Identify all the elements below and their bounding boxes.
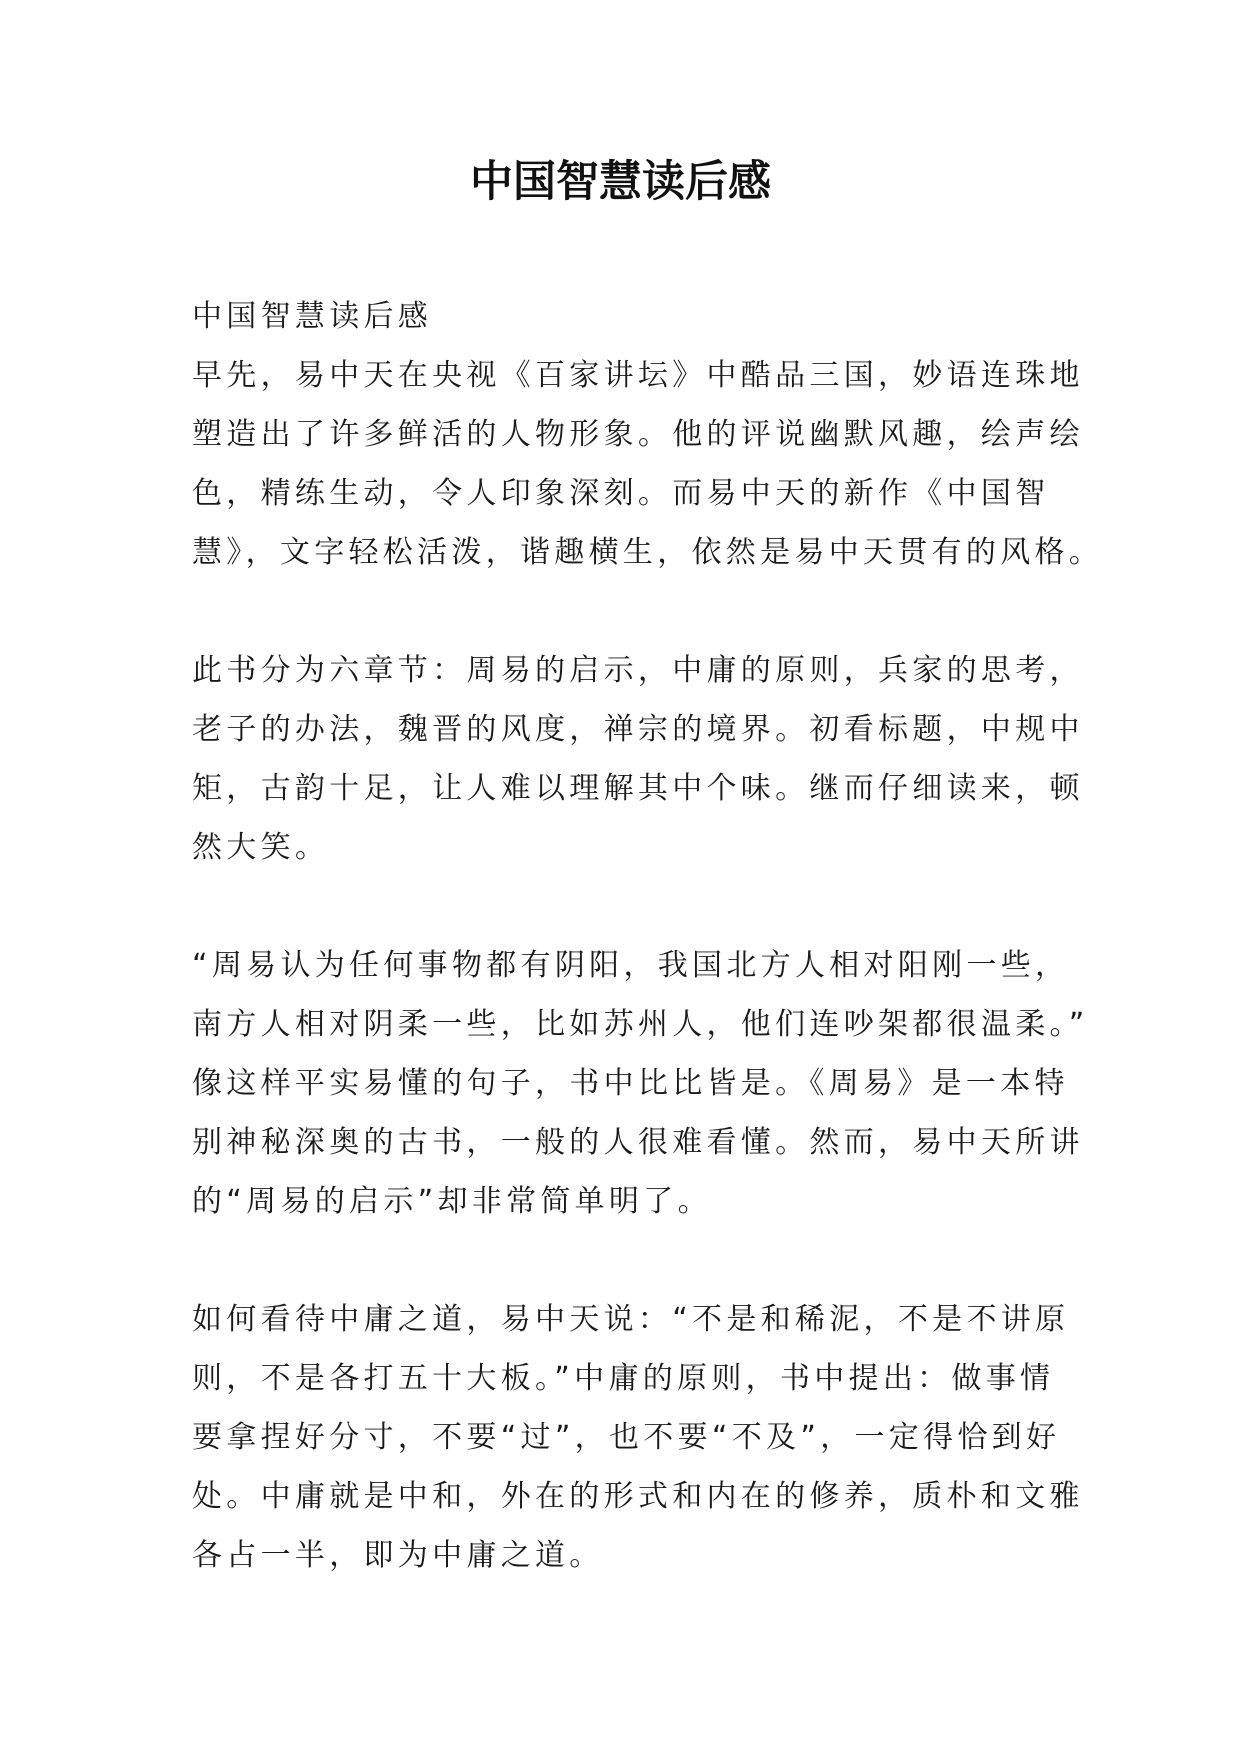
paragraph-3 [192,936,1089,1231]
paragraph-line: 然大笑。 [192,830,330,865]
paragraph-line: 早先，易中天在央视《百家讲坛》中酷品三国，妙语连珠地 [192,358,1084,393]
paragraph-line: “周易认为任何事物都有阴阳，我国北方人相对阳刚一些， [192,948,1070,983]
paragraph-line: 慧》，文字轻松活泼，谐趣横生，依然是易中天贯有的风格。 [192,535,1104,570]
paragraph-spacer [192,877,1062,936]
paragraph-line: 各占一半，即为中庸之道。 [192,1538,604,1573]
body-subtitle: 中国智慧读后感 [192,299,433,334]
paragraph-line: 则，不是各打五十大板。”中庸的原则，书中提出：做事情 [192,1361,1055,1396]
paragraph-line: 别神秘深奥的古书，一般的人很难看懂。然而，易中天所讲 [192,1125,1084,1160]
document-body [192,287,1104,1585]
paragraph-line: 像这样平实易懂的句子，书中比比皆是。《周易》是一本特 [192,1066,1069,1101]
paragraph-line: 塑造出了许多鲜活的人物形象。他的评说幽默风趣，绘声绘 [192,417,1084,452]
paragraph-1 [192,346,1104,582]
paragraph-2 [192,641,1084,877]
paragraph-line: 的“周易的启示”却非常简单明了。 [192,1184,712,1219]
paragraph-spacer [192,582,1062,641]
paragraph-line: 老子的办法，魏晋的风度，禅宗的境界。初看标题，中规中 [192,712,1084,747]
paragraph-spacer [192,1231,1062,1290]
page-title: 中国智慧读后感 [470,157,771,207]
paragraph-line: 南方人相对阴柔一些，比如苏州人，他们连吵架都很温柔。” [192,1007,1089,1042]
paragraph-line: 色，精练生动，令人印象深刻。而易中天的新作《中国智 [192,476,1050,511]
paragraph-4 [192,1290,1084,1585]
paragraph-line: 要拿捏好分寸，不要“过”，也不要“不及”，一定得恰到好 [192,1420,1061,1455]
paragraph-line: 此书分为六章节：周易的启示，中庸的原则，兵家的思考， [192,653,1084,688]
paragraph-line: 矩，古韵十足，让人难以理解其中个味。继而仔细读来，顿 [192,771,1084,806]
paragraph-line: 处。中庸就是中和，外在的形式和内在的修养，质朴和文雅 [192,1479,1084,1514]
paragraph-line: 如何看待中庸之道，易中天说：“不是和稀泥，不是不讲原 [192,1302,1070,1337]
